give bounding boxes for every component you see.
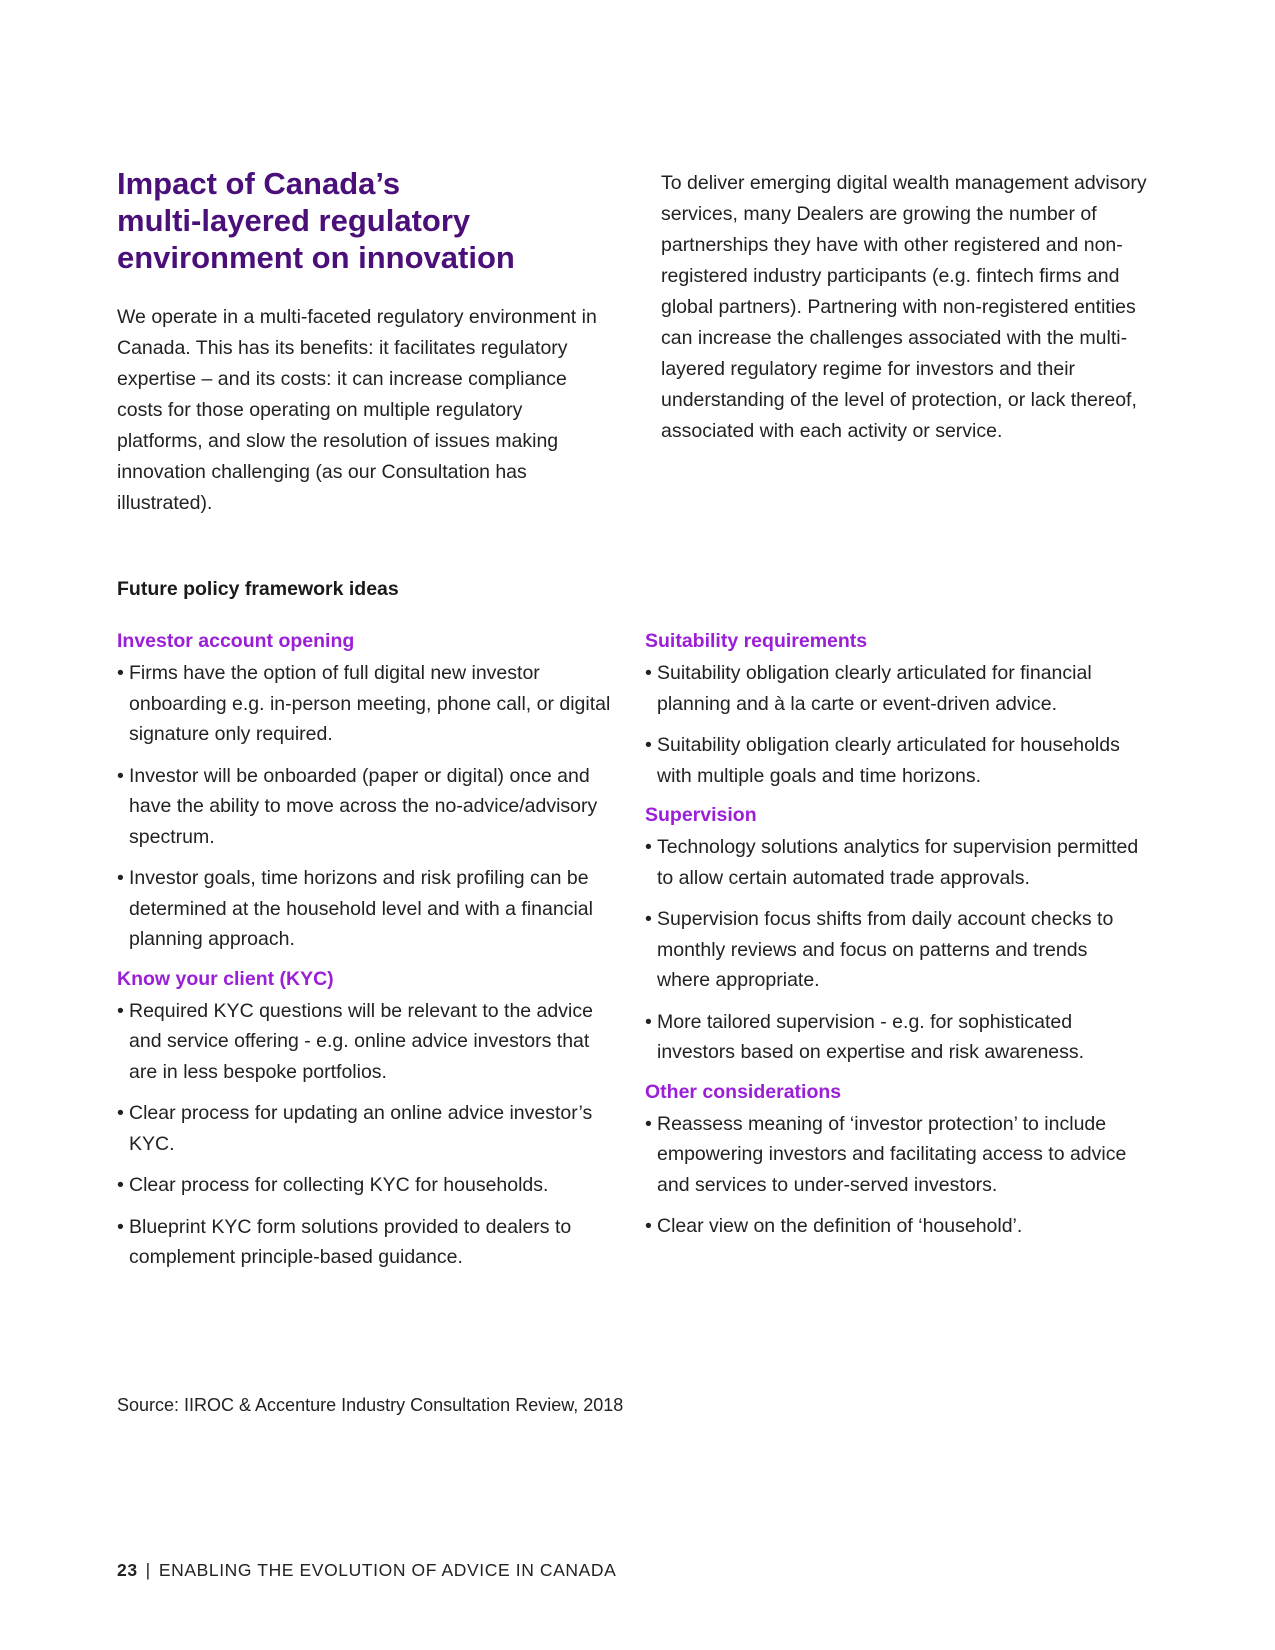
list-item — [117, 863, 612, 955]
bullet-icon: • — [645, 1215, 652, 1237]
section-other-considerations — [645, 1079, 1140, 1242]
list-item-text: Reassess meaning of ‘investor protection’ to include empowering investors and facilitating access to advice and services to under-served investors. — [657, 1112, 1127, 1196]
list-item-text: Clear process for collecting KYC for households. — [129, 1174, 549, 1196]
list-item-text: Suitability obligation clearly articulated for households with multiple goals and time horizons. — [657, 734, 1120, 787]
footer-separator: | — [145, 1560, 151, 1580]
list-item-text: Technology solutions analytics for supervision permitted to allow certain automated trade approvals. — [657, 836, 1139, 889]
page-number: 23 — [117, 1560, 138, 1580]
heading-line-3: environment on innovation — [117, 240, 515, 275]
list-item — [645, 904, 1140, 996]
section-know-your-client — [117, 966, 612, 1273]
list-item-text: Firms have the option of full digital new investor onboarding e.g. in-person meeting, phone call, or digital signature only required. — [129, 662, 611, 745]
intro-left-paragraph: We operate in a multi-faceted regulatory environment in Canada. This has its benefits: it facilitates regulatory expertise – and its costs: it can increase compliance costs for those operating on multiple regulatory platforms, and slow the resolution of issues making innovation challenging (as our Consultation has illustrated). — [117, 306, 597, 514]
list-item-text: Clear view on the definition of ‘household’. — [657, 1215, 1023, 1237]
list-item — [117, 1212, 612, 1273]
section-title: Supervision — [645, 804, 757, 826]
list-item-text: Clear process for updating an online advice investor’s KYC. — [129, 1102, 593, 1155]
bullet-list — [645, 1109, 1140, 1242]
bullet-icon: • — [117, 764, 124, 787]
bullet-icon: • — [645, 1112, 652, 1135]
list-item-text: Investor will be onboarded (paper or digital) once and have the ability to move across the no-advice/advisory spectrum. — [129, 764, 598, 848]
page-footer — [117, 1560, 616, 1581]
bullet-list — [645, 658, 1140, 791]
bullet-icon: • — [645, 734, 652, 756]
list-item-text: Supervision focus shifts from daily account checks to monthly reviews and focus on patterns and trends where appropriate. — [657, 908, 1114, 991]
bullet-icon: • — [117, 662, 124, 684]
source-note: Source: IIROC & Accenture Industry Consultation Review, 2018 — [117, 1395, 624, 1415]
intro-right-paragraph: To deliver emerging digital wealth management advisory services, many Dealers are growing the number of partnerships they have with other registered and non-registered industry participants (e.g. fintech firms and global partners). Partnering with non-registered entities can increase the challenges associated with the multi-layered regulatory regime for investors and their understanding of the level of protection, or lack thereof, associated with each activity or service. — [661, 172, 1147, 442]
list-item — [645, 1007, 1140, 1068]
bullet-icon: • — [645, 1010, 652, 1033]
heading-line-1: Impact of Canada’s — [117, 166, 401, 201]
bullet-icon: • — [117, 999, 124, 1022]
bullet-icon: • — [645, 836, 652, 858]
bullet-list — [645, 832, 1140, 1068]
heading-line-2: multi-layered regulatory — [117, 203, 471, 238]
list-item — [117, 1170, 612, 1201]
list-item-text: Required KYC questions will be relevant to the advice and service offering - e.g. online advice investors that are in less bespoke portfolios. — [129, 999, 593, 1083]
list-item — [117, 761, 612, 853]
bullet-list — [117, 658, 612, 955]
left-column — [117, 628, 612, 1284]
footer-title: ENABLING THE EVOLUTION OF ADVICE IN CANADA — [158, 1560, 617, 1580]
bullet-icon: • — [117, 1215, 124, 1238]
section-title: Other considerations — [645, 1080, 842, 1103]
section-supervision — [645, 802, 1140, 1068]
section-title: Suitability requirements — [645, 630, 868, 652]
section-investor-account-opening — [117, 628, 612, 955]
list-item — [117, 658, 612, 750]
list-item — [645, 1211, 1140, 1242]
bullet-icon: • — [645, 908, 652, 930]
list-item-text: More tailored supervision - e.g. for sophisticated investors based on expertise and risk awareness. — [657, 1010, 1085, 1063]
list-item-text: Investor goals, time horizons and risk profiling can be determined at the household level and with a financial planning approach. — [129, 867, 593, 950]
bullet-icon: • — [117, 1174, 124, 1196]
list-item-text: Blueprint KYC form solutions provided to dealers to complement principle-based guidance. — [129, 1215, 572, 1268]
section-title: Know your client (KYC) — [117, 967, 334, 990]
framework-title: Future policy framework ideas — [117, 578, 399, 600]
list-item — [645, 832, 1140, 893]
list-item — [645, 1109, 1140, 1201]
list-item — [645, 658, 1140, 719]
list-item — [117, 996, 612, 1088]
list-item — [645, 730, 1140, 791]
bullet-icon: • — [117, 867, 124, 889]
list-item — [117, 1098, 612, 1159]
list-item-text: Suitability obligation clearly articulated for financial planning and à la carte or event-driven advice. — [657, 662, 1092, 715]
bullet-list — [117, 996, 612, 1273]
bullet-icon: • — [117, 1102, 124, 1124]
right-column — [645, 628, 1140, 1253]
section-title: Investor account opening — [117, 630, 355, 652]
page-heading — [117, 165, 587, 276]
bullet-icon: • — [645, 662, 652, 684]
section-suitability-requirements — [645, 628, 1140, 791]
